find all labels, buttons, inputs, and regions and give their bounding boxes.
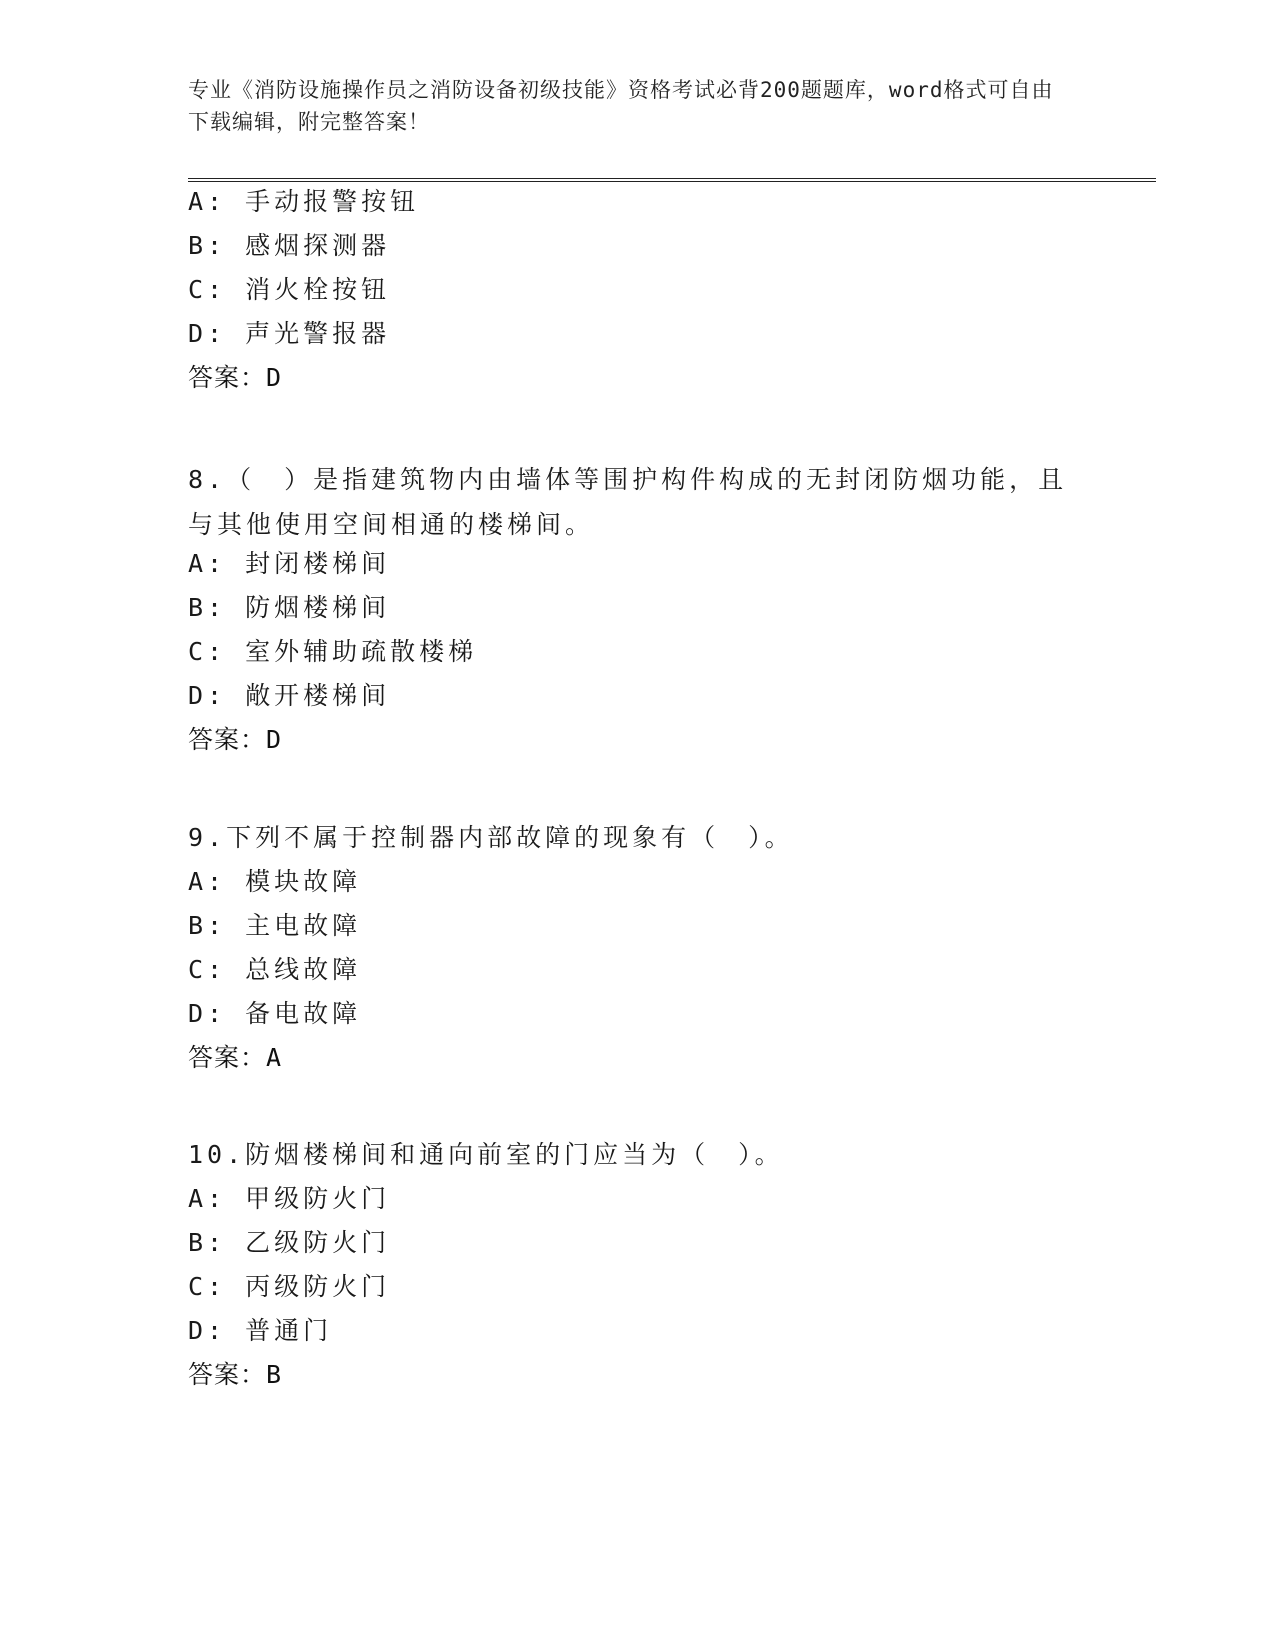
q9-option-c: C: 总线故障	[188, 955, 362, 984]
q9-option-b: B: 主电故障	[188, 911, 362, 940]
q10-answer	[188, 1357, 281, 1393]
q10-option-d: D: 普通门	[188, 1316, 333, 1345]
answer-value: D	[266, 363, 282, 392]
q7-option-c: C: 消火栓按钮	[188, 275, 391, 304]
q9-option-d: D: 备电故障	[188, 999, 362, 1028]
answer-label: 答案：	[188, 1360, 267, 1389]
q10-stem: 10.防烟楼梯间和通向前室的门应当为（ ）。	[188, 1140, 784, 1169]
answer-label: 答案：	[188, 725, 267, 754]
answer-value: D	[266, 725, 282, 754]
q10-option-b: B: 乙级防火门	[188, 1228, 391, 1257]
q10-option-c: C: 丙级防火门	[188, 1272, 391, 1301]
q8-answer	[188, 722, 281, 758]
q9-stem: 9.下列不属于控制器内部故障的现象有（ ）。	[188, 823, 794, 852]
q8-option-d: D: 敞开楼梯间	[188, 681, 391, 710]
q8-stem: 8.（ ）是指建筑物内由墙体等围护构件构成的无封闭防烟功能，且与其他使用空间相通的楼梯间。	[188, 465, 1068, 539]
header-divider	[188, 178, 1156, 182]
q7-option-a: A: 手动报警按钮	[188, 187, 420, 216]
q9-answer	[188, 1040, 281, 1076]
answer-value: A	[266, 1043, 282, 1072]
answer-value: B	[266, 1360, 282, 1389]
q8-option-a: A: 封闭楼梯间	[188, 549, 391, 578]
document-header: 专业《消防设施操作员之消防设备初级技能》资格考试必背200题题库，word格式可自由下载编辑，附完整答案！	[188, 78, 1054, 134]
q8-option-c: C: 室外辅助疏散楼梯	[188, 637, 478, 666]
q7-option-d: D: 声光警报器	[188, 319, 391, 348]
answer-label: 答案：	[188, 1043, 267, 1072]
q7-option-b: B: 感烟探测器	[188, 231, 391, 260]
q9-option-a: A: 模块故障	[188, 867, 362, 896]
answer-label: 答案：	[188, 363, 267, 392]
q8-option-b: B: 防烟楼梯间	[188, 593, 391, 622]
q7-answer	[188, 360, 281, 396]
q10-option-a: A: 甲级防火门	[188, 1184, 391, 1213]
